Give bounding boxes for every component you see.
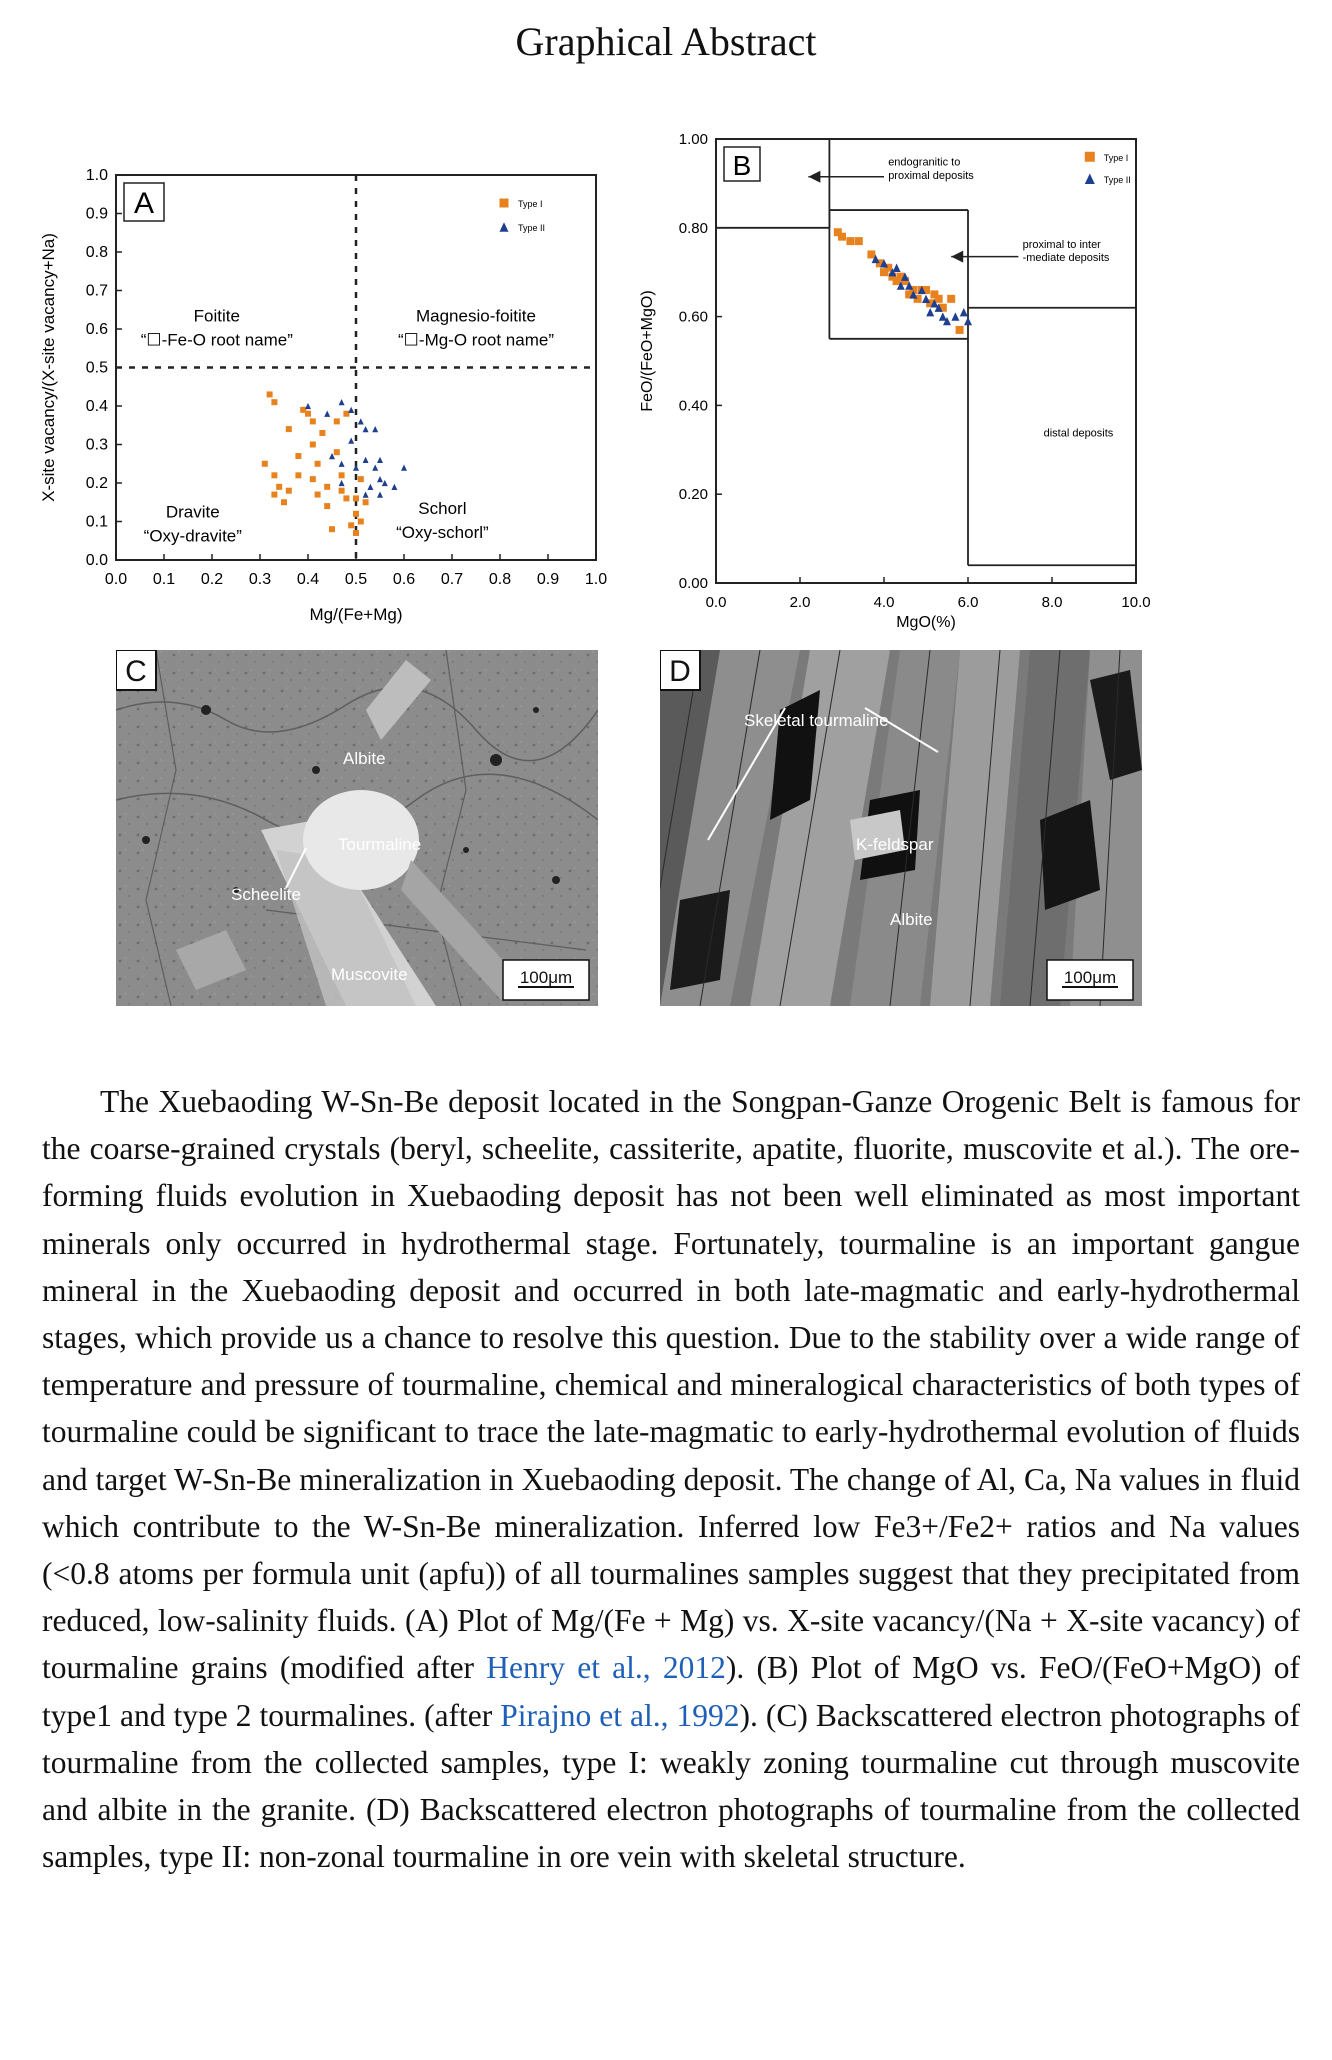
chart-a-point xyxy=(353,495,359,501)
chart-a-point xyxy=(377,457,383,463)
chart-a-point xyxy=(310,476,316,482)
label-skeletal-tourmaline: Skeletal tourmaline xyxy=(744,711,889,730)
chart-a-point xyxy=(372,426,378,432)
chart-a-point xyxy=(358,418,364,424)
chart-a-point xyxy=(367,484,373,490)
chart-b-x-tick-label: 10.0 xyxy=(1121,594,1151,611)
chart-a-point xyxy=(363,426,369,432)
chart-a-point xyxy=(310,442,316,448)
chart-a-point xyxy=(271,492,277,498)
chart-a-point xyxy=(329,526,335,532)
page-title: Graphical Abstract xyxy=(515,19,817,64)
chart-a-region-name: Magnesio-foitite xyxy=(415,306,537,326)
chart-a-point xyxy=(363,457,369,463)
chart-a-point xyxy=(305,403,311,409)
chart-a-x-tick-label: 0.4 xyxy=(296,571,320,588)
chart-a-x-tick-label: 0.5 xyxy=(344,571,368,588)
chart-b-legend-label: Type I xyxy=(1103,152,1129,163)
chart-b-point xyxy=(926,308,934,316)
chart-b-y-axis-label: FeO/(FeO+MgO) xyxy=(639,290,656,412)
chart-a-point xyxy=(319,430,325,436)
chart-b-y-tick-label: 0.40 xyxy=(678,397,708,415)
chart-a-point xyxy=(363,491,369,497)
scale-bar-d: 100μm xyxy=(1063,968,1117,987)
chart-b-point xyxy=(956,326,964,334)
chart-a-x-axis-label: Mg/(Fe+Mg) xyxy=(309,605,403,624)
chart-b-x-axis-label: MgO(%) xyxy=(896,614,956,631)
chart-a-point xyxy=(339,461,345,467)
chart-b-point xyxy=(867,250,875,258)
chart-b-region-label-3: distal deposits xyxy=(1043,427,1114,440)
chart-b-y-tick-label: 0.20 xyxy=(678,486,708,504)
chart-a-point xyxy=(281,499,287,505)
chart-a-point xyxy=(315,492,321,498)
chart-b-point xyxy=(846,237,854,245)
chart-a-y-tick-label: 0.3 xyxy=(85,436,108,454)
abstract-part-1: The Xuebaoding W-Sn-Be deposit located in the Songpan-Ganze Orogenic Belt is famous for the coarse-grained crystals (beryl, scheelite, cassiterite, apatite, fluorite, muscovite et al.). The ore-forming fluids evolution in Xuebaoding deposit has not been well eliminated as most important minerals only occurred in hydrothermal stage. Fortunately, tourmaline is an important gangue mineral in the Xuebaoding deposit and occurred in both late-magmatic and early-hydrothermal stages, which provide us a chance to resolve this question. Due to the stability over a wide range of temperature and pressure of tourmaline, chemical and mineralogical characteristics of both types of tourmaline could be significant to trace the late-magmatic to early-hydrothermal evolution of fluids and target W-Sn-Be mineralization in Xuebaoding deposit. The change of Al, Ca, Na values in fluid which contribute to the W-Sn-Be mineralization. Inferred low Fe3+/Fe2+ ratios and Na values (<0.8 atoms per formula unit (apfu)) of all tourmalines samples suggest that they precipitated from reduced, low-salinity fluids. (A) Plot of Mg/(Fe + Mg) vs. X-site vacancy/(Na + X-site vacancy) of tourmaline grains (modified after xyxy=(42,1084,1300,1686)
chart-b-x-tick-label: 0.0 xyxy=(705,594,727,611)
chart-a-y-tick-label: 1.0 xyxy=(85,167,108,184)
chart-a-point xyxy=(353,464,359,470)
chart-a-point xyxy=(339,472,345,478)
chart-a-point xyxy=(295,472,301,478)
chart-a-x-tick-label: 0.3 xyxy=(248,571,272,588)
chart-a-x-tick-label: 0.8 xyxy=(488,571,512,588)
photo-panel-c xyxy=(116,650,598,1006)
chart-b-point xyxy=(951,312,959,320)
panel-c-label: C xyxy=(125,655,147,688)
chart-b-point xyxy=(838,233,846,241)
chart-a-x-tick-label: 0.7 xyxy=(440,571,464,588)
chart-b-point xyxy=(935,295,943,303)
chart-a-point xyxy=(372,464,378,470)
chart-a-point xyxy=(271,399,277,405)
chart-a-region-name: Schorl xyxy=(418,498,467,518)
chart-a-point xyxy=(348,522,354,528)
chart-a-y-tick-label: 0.9 xyxy=(85,205,108,223)
chart-b-point xyxy=(960,308,968,316)
chart-a-panel-label: A xyxy=(133,187,155,220)
chart-b xyxy=(630,125,1170,645)
chart-a-point xyxy=(382,480,388,486)
chart-a-point xyxy=(391,484,397,490)
chart-a-point xyxy=(348,407,354,413)
chart-a-region-root: “Oxy-schorl” xyxy=(396,522,489,542)
chart-a-legend-marker xyxy=(500,222,509,231)
chart-a-point xyxy=(324,411,330,417)
abstract-text xyxy=(42,1078,1300,1880)
chart-a-point xyxy=(353,530,359,536)
chart-b-legend-marker xyxy=(1085,152,1095,162)
chart-a-point xyxy=(343,495,349,501)
chart-a-region-root: “☐-Fe-O root name” xyxy=(140,330,293,350)
chart-a-x-tick-label: 0.6 xyxy=(392,571,416,588)
chart-a-point xyxy=(286,426,292,432)
chart-b-frame xyxy=(716,139,1136,583)
chart-b-region-label-1b: proximal deposits xyxy=(888,169,974,182)
chart-b-legend-label: Type II xyxy=(1103,174,1131,185)
chart-a-point xyxy=(334,449,340,455)
chart-a-x-tick-label: 0.1 xyxy=(152,571,176,588)
chart-a-region-name: Dravite xyxy=(165,502,220,522)
reference-link-pirajno[interactable]: Pirajno et al., 1992 xyxy=(500,1697,740,1733)
chart-a-region-root: “Oxy-dravite” xyxy=(143,526,242,546)
chart-a-point xyxy=(334,418,340,424)
chart-a-point xyxy=(324,484,330,490)
label-tourmaline-c: Tourmaline xyxy=(338,835,422,854)
chart-a-point xyxy=(377,491,383,497)
chart-a-point xyxy=(305,411,311,417)
chart-b-y-tick-label: 0.60 xyxy=(678,308,708,326)
chart-b-region-label-1a: endogranitic to xyxy=(888,156,961,169)
chart-a-y-tick-label: 0.4 xyxy=(85,398,108,415)
chart-a-point xyxy=(343,411,349,417)
chart-a-y-tick-label: 0.6 xyxy=(85,321,108,338)
chart-a-point xyxy=(401,464,407,470)
chart-a-point xyxy=(286,488,292,494)
chart-a-point xyxy=(271,472,277,478)
chart-a-point xyxy=(267,391,273,397)
chart-a-y-axis-label: X-site vacancy/(X-site vacancy+Na) xyxy=(39,233,58,502)
chart-b-x-tick-label: 4.0 xyxy=(873,594,895,611)
chart-a-point xyxy=(315,461,321,467)
chart-a-point xyxy=(353,511,359,517)
chart-a-point xyxy=(310,418,316,424)
label-scheelite-c: Scheelite xyxy=(231,885,301,904)
abstract-part-2: ). (B) Plot of MgO vs. FeO/(FeO+MgO) of type1 and type 2 tourmalines. (after xyxy=(42,1650,1300,1733)
chart-b-region-label-2a: proximal to inter xyxy=(1022,238,1101,251)
label-k-feldspar: K-feldspar xyxy=(856,835,934,854)
chart-b-point xyxy=(964,317,972,325)
chart-a-point xyxy=(339,480,345,486)
chart-a-point xyxy=(358,519,364,525)
chart-b-arrow-head xyxy=(951,251,963,263)
chart-a-x-tick-label: 0.9 xyxy=(536,571,560,588)
reference-link-henry[interactable]: Henry et al., 2012 xyxy=(486,1650,726,1686)
chart-a-x-tick-label: 0.0 xyxy=(104,571,128,588)
chart-a-point xyxy=(348,438,354,444)
chart-a-y-tick-label: 0.1 xyxy=(85,513,108,531)
chart-b-point xyxy=(922,295,930,303)
chart-a-point xyxy=(363,499,369,505)
chart-a-y-tick-label: 0.0 xyxy=(85,552,108,569)
chart-a-y-tick-label: 0.7 xyxy=(85,282,108,300)
chart-a-point xyxy=(262,461,268,467)
chart-a xyxy=(30,150,630,630)
chart-a-region-name: Foitite xyxy=(193,306,240,326)
chart-a-legend-label: Type II xyxy=(518,223,546,233)
chart-b-point xyxy=(939,312,947,320)
chart-a-x-tick-label: 0.2 xyxy=(200,571,224,588)
chart-b-x-tick-label: 6.0 xyxy=(957,594,979,611)
chart-a-y-tick-label: 0.8 xyxy=(85,244,108,261)
chart-a-point xyxy=(339,399,345,405)
chart-a-legend-marker xyxy=(500,199,509,208)
chart-b-y-tick-label: 0.80 xyxy=(678,219,708,237)
chart-a-point xyxy=(324,503,330,509)
label-albite-d: Albite xyxy=(890,910,933,929)
chart-b-legend-marker xyxy=(1085,174,1095,185)
label-albite-c: Albite xyxy=(343,749,386,768)
chart-b-y-tick-label: 1.00 xyxy=(678,131,708,148)
scale-bar-c: 100μm xyxy=(519,968,573,987)
chart-a-point xyxy=(377,476,383,482)
chart-b-point xyxy=(893,264,901,272)
chart-a-point xyxy=(276,484,282,490)
photo-panel-d xyxy=(660,650,1142,1006)
chart-a-y-tick-label: 0.2 xyxy=(85,475,108,492)
chart-b-arrow-head xyxy=(808,171,820,183)
chart-b-point xyxy=(947,295,955,303)
label-muscovite-c: Muscovite xyxy=(331,965,408,984)
chart-a-point xyxy=(358,476,364,482)
chart-b-region-label-2b: -mediate deposits xyxy=(1022,252,1110,265)
chart-b-y-tick-label: 0.00 xyxy=(678,575,708,592)
chart-a-y-tick-label: 0.5 xyxy=(85,359,108,377)
chart-a-x-tick-label: 1.0 xyxy=(584,571,608,588)
chart-b-x-tick-label: 8.0 xyxy=(1041,594,1063,611)
abstract-part-3: ). (C) Backscattered electron photographs of tourmaline from the collected samples, type I: weakly zoning tourmaline cut through muscovite and albite in the granite. (D) Backscattered electron photographs of tourmaline from the collected samples, type II: non-zonal tourmaline in ore vein with skeletal structure. xyxy=(42,1697,1300,1875)
panel-d-label: D xyxy=(669,655,691,688)
chart-a-point xyxy=(295,453,301,459)
chart-b-x-tick-label: 2.0 xyxy=(789,594,811,611)
chart-a-legend-label: Type I xyxy=(518,199,543,209)
chart-a-region-root: “☐-Mg-O root name” xyxy=(398,330,554,350)
chart-b-point xyxy=(855,237,863,245)
chart-a-point xyxy=(339,488,345,494)
chart-b-panel-label: B xyxy=(732,150,752,181)
